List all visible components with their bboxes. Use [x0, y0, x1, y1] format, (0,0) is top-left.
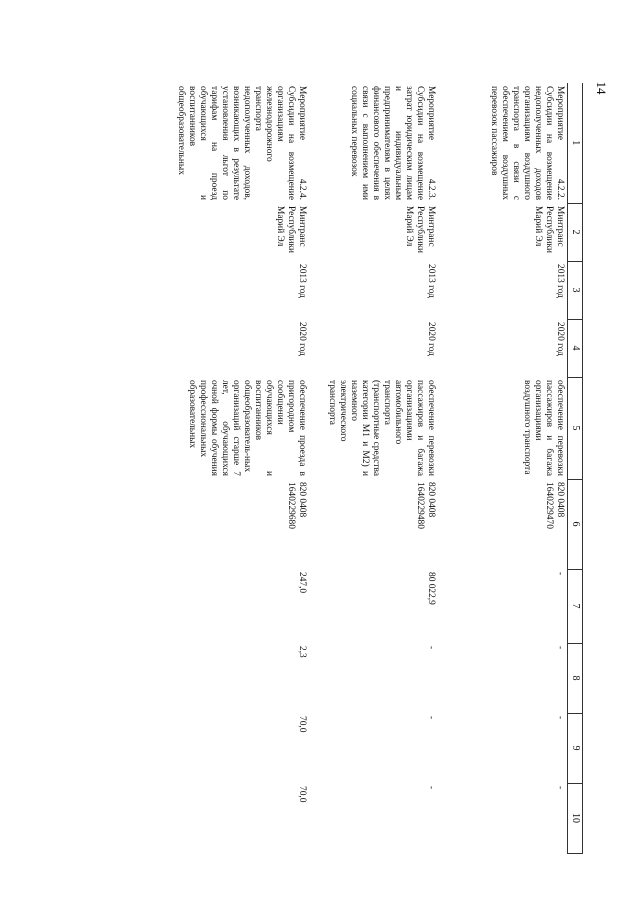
measure-name: Мероприятие 4.2.2. Субсидии на возмещение недополученных доходов организациям воздушного транспорта в связи с обеспечением воздушных перевозок пассажиров — [489, 86, 565, 200]
table-row — [309, 83, 438, 853]
table-row — [173, 83, 309, 853]
value-col-7: 247,0 — [297, 572, 307, 594]
column-header: 3 — [568, 261, 583, 319]
value-col-8: 2,3 — [297, 646, 307, 658]
executor: Минтранс Республики Марий Эл — [533, 206, 565, 254]
value-col-9: 70,0 — [297, 716, 307, 733]
column-header: 1 — [568, 83, 583, 203]
value-col-10: - — [555, 786, 565, 790]
value-col-9: - — [426, 716, 436, 720]
budget-code: 820 0408 1640229480 — [415, 482, 436, 529]
expected-result: обеспечение проезда в пригородном сообщении обучающихся и воспитанников общеобразователь-ных организаций старше 7 лет, обучающихся очной формы обучения профессиональных образовательных — [187, 380, 307, 476]
column-header: 10 — [568, 783, 583, 853]
program-table-wrapper — [128, 83, 583, 853]
start-year: 2013 год — [297, 264, 307, 298]
column-header: 5 — [568, 377, 583, 479]
value-col-10: 70,0 — [297, 786, 307, 803]
executor: Минтранс Республики Марий Эл — [404, 206, 436, 254]
start-year: 2013 год — [426, 264, 436, 298]
header-row — [568, 83, 583, 853]
expected-result: обеспечение перевозки пассажиров и багажа организациями воздушного транспорта — [522, 380, 565, 476]
expected-result: обеспечение перевозки пассажиров и багажа организациями автомобильного транспорта (транспортные средства категории М1 и М2) и наземного электрического транспорта — [327, 380, 436, 476]
column-header: 9 — [568, 713, 583, 783]
table-row — [438, 83, 568, 853]
end-year: 2020 год — [297, 322, 307, 356]
end-year: 2020 год — [555, 322, 565, 356]
column-header: 7 — [568, 569, 583, 643]
start-year: 2013 год — [555, 264, 565, 298]
measure-name: Мероприятие 4.2.3. Субсидии на возмещение затрат юридическим лицам и индивидуальным предпринимателям в целях финансового обеспечения в связи с выполнением ими социальных перевозок — [349, 86, 436, 200]
value-col-7: - — [555, 572, 565, 576]
column-header: 6 — [568, 479, 583, 569]
measure-name: Мероприятие 4.2.4. Субсидии на возмещение организациям железнодорожного транспорта недополученных доходов, возникающих в результате установления льгот по тарифам на проезд обучающихся и воспитанников общеобразовательных — [176, 86, 307, 200]
budget-code: 820 0408 1640229680 — [286, 482, 307, 529]
value-col-8: - — [555, 646, 565, 650]
executor: Минтранс Республики Марий Эл — [275, 206, 307, 254]
value-col-7: 80 022,9 — [426, 572, 436, 605]
program-table — [173, 83, 583, 854]
column-header: 2 — [568, 203, 583, 261]
value-col-8: - — [426, 646, 436, 650]
page-number: 14 — [594, 81, 609, 95]
column-header: 8 — [568, 643, 583, 713]
value-col-9: - — [555, 716, 565, 720]
value-col-10: - — [426, 786, 436, 790]
end-year: 2020 год — [426, 322, 436, 356]
column-header: 4 — [568, 319, 583, 377]
budget-code: 820 0408 1640229470 — [544, 482, 565, 529]
